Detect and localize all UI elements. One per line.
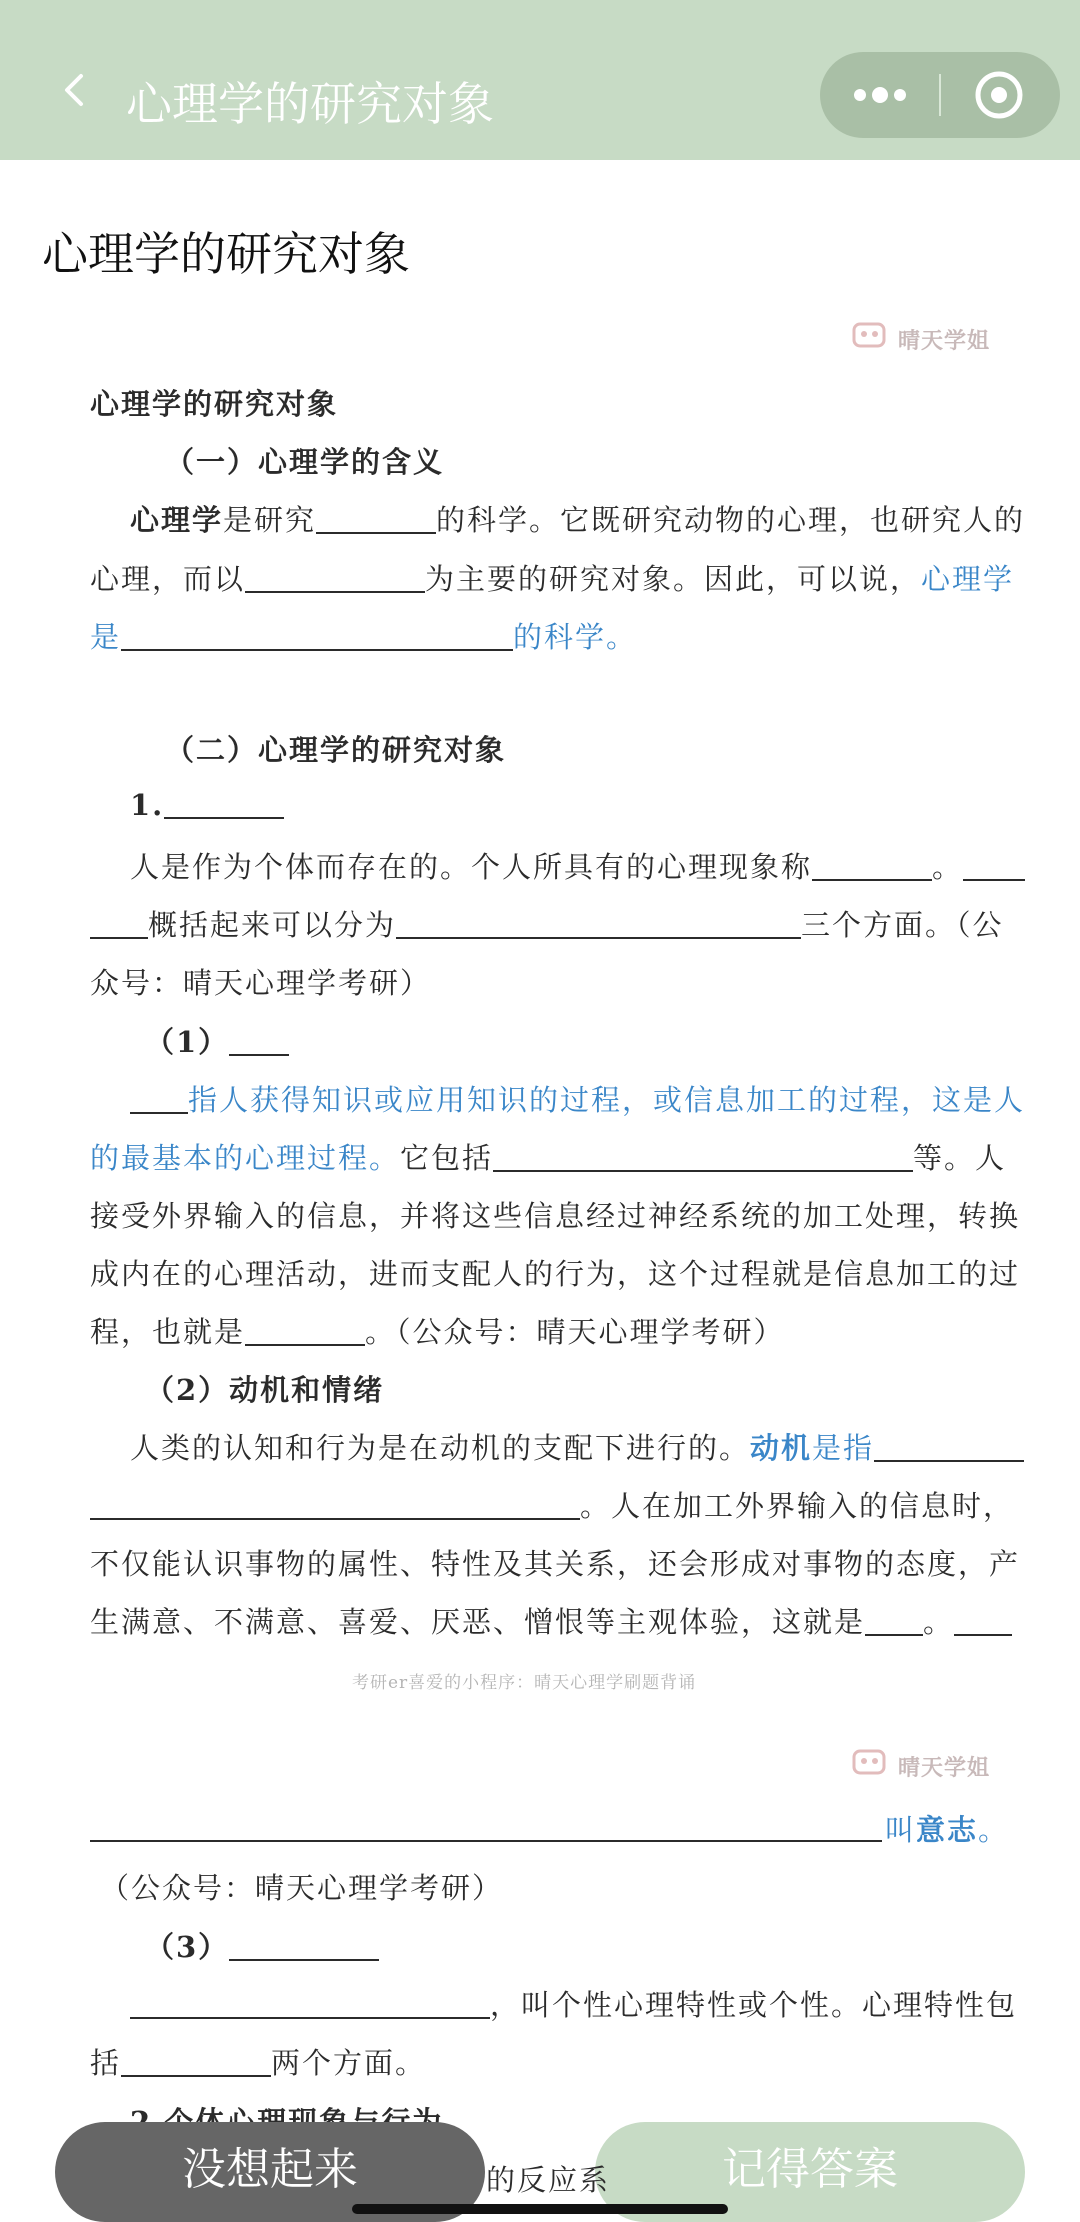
text-run: 。 <box>923 1605 955 1639</box>
text-run: 它包括 <box>400 1141 494 1175</box>
term-will: 意志 <box>916 1813 979 1847</box>
page-title: 心理学的研究对象 <box>42 227 410 281</box>
sub-item-number: （1） <box>145 1025 230 1059</box>
highlight-run: 指人获得知识或应用知识的过程，或信息加工的过程，这是人 <box>188 1083 1026 1117</box>
back-button[interactable] <box>55 70 95 110</box>
text-run: 人类的认知和行为是在动机的支配下进行的。 <box>130 1431 751 1465</box>
fill-blank <box>954 1606 1012 1636</box>
highlight-run: 的科学。 <box>513 620 638 654</box>
text-run: 两个方面。 <box>271 2046 427 2080</box>
highlight-run: 是 <box>90 620 122 654</box>
fill-blank <box>121 621 513 651</box>
watermark-brand: 晴天学姐 <box>898 1755 991 1781</box>
fill-blank <box>874 1432 1024 1462</box>
nav-bar <box>0 0 1080 160</box>
text-run: 为主要的研究对象。因此，可以说， <box>425 562 922 596</box>
paragraph-line <box>130 1426 1024 1467</box>
paragraph-line <box>130 845 1025 886</box>
paragraph-line <box>90 903 1004 944</box>
fill-blank <box>229 1931 379 1961</box>
home-indicator <box>352 2204 728 2214</box>
sub-item-1 <box>145 1020 289 1061</box>
text-run: 。（公众号：晴天心理学考研） <box>365 1315 785 1349</box>
text-run: 是研究 <box>223 503 317 537</box>
mini-program-capsule <box>820 52 1060 138</box>
chevron-left-icon <box>55 70 95 110</box>
text-run: ，叫个性心理特性或个性。心理特性包 <box>490 1988 1018 2022</box>
mascot-logo-icon <box>850 318 890 352</box>
paragraph-line: 众号：晴天心理学考研） <box>90 966 432 1000</box>
fill-blank <box>130 1084 188 1114</box>
fill-blank <box>396 909 801 939</box>
paragraph-line <box>90 1136 1006 1177</box>
paragraph-line <box>90 557 1014 598</box>
forgot-answer-button[interactable]: 没想起来 <box>55 2122 485 2222</box>
fill-blank <box>121 2047 271 2077</box>
text-run: 。人在加工外界输入的信息时， <box>580 1489 1015 1523</box>
paragraph-line <box>90 1310 785 1351</box>
text-run: 生满意、不满意、喜爱、厌恶、憎恨等主观体验，这就是 <box>90 1605 866 1639</box>
fill-blank <box>963 851 1025 881</box>
text-run: 人是作为个体而存在的。个人所具有的心理现象称 <box>130 850 813 884</box>
sub-item-2: （2）动机和情绪 <box>145 1373 385 1407</box>
sub-item-3 <box>145 1925 379 1966</box>
fill-blank <box>164 789 284 819</box>
text-run: 等。人 <box>913 1141 1007 1175</box>
close-mini-program-button[interactable] <box>941 52 1060 138</box>
highlight-run: 是指 <box>812 1431 875 1465</box>
fill-blank <box>90 1840 882 1842</box>
footer-watermark: 考研er喜爱的小程序：晴天心理学刷题背诵 <box>352 1673 697 1693</box>
highlight-run: 。 <box>978 1813 1010 1847</box>
section-2-title: （二）心理学的研究对象 <box>165 733 507 767</box>
fill-blank <box>245 563 425 593</box>
fill-blank <box>130 1989 490 2019</box>
text-run: 的科学。它既研究动物的心理，也研究人的 <box>436 503 1026 537</box>
mascot-logo-icon <box>850 1745 890 1779</box>
paragraph-line: 的反应系 <box>486 2163 611 2197</box>
sub-item-number: （3） <box>145 1930 230 1964</box>
paragraph-line <box>90 1600 1012 1641</box>
paragraph-line: （公众号：晴天心理学考研） <box>100 1871 504 1905</box>
highlight-run: 的最基本的心理过程。 <box>90 1141 401 1175</box>
text-run: 三个方面。（公 <box>801 908 1004 942</box>
fill-blank <box>245 1316 365 1346</box>
fill-blank <box>812 851 932 881</box>
highlight-run: 心理学 <box>921 562 1015 596</box>
term-psychology: 心理学 <box>130 503 224 537</box>
paragraph-line <box>90 615 637 656</box>
text-run: 括 <box>90 2046 122 2080</box>
fill-blank <box>90 909 148 939</box>
doc-heading: 心理学的研究对象 <box>90 387 339 421</box>
paragraph-line: 接受外界输入的信息，并将这些信息经过神经系统的加工处理，转换 <box>90 1199 1021 1233</box>
remember-answer-button[interactable]: 记得答案 <box>595 2122 1025 2222</box>
fill-blank <box>90 1490 580 1520</box>
paragraph-line <box>885 1808 1009 1849</box>
paragraph-line <box>90 2041 426 2082</box>
fill-blank <box>865 1606 923 1636</box>
more-button[interactable] <box>820 52 940 138</box>
text-run: 程，也就是 <box>90 1315 246 1349</box>
fill-blank <box>493 1142 913 1172</box>
paragraph-line <box>130 1983 1017 2024</box>
section-1-title: （一）心理学的含义 <box>165 445 445 479</box>
paragraph-line: 成内在的心理活动，进而支配人的行为，这个过程就是信息加工的过 <box>90 1257 1021 1291</box>
text-run: 心理，而以 <box>90 562 246 596</box>
nav-title: 心理学的研究对象 <box>126 77 494 131</box>
text-run: 。 <box>932 850 964 884</box>
target-circle-icon <box>941 52 1060 138</box>
item-number: 1. <box>130 788 165 822</box>
term-motivation: 动机 <box>750 1431 813 1465</box>
fill-blank <box>229 1026 289 1056</box>
paragraph-line: 不仅能认识事物的属性、特性及其关系，还会形成对事物的态度，产 <box>90 1547 1021 1581</box>
fill-blank <box>316 504 436 534</box>
highlight-run: 叫 <box>885 1813 917 1847</box>
more-dots-icon <box>820 52 940 138</box>
paragraph-line <box>130 498 1025 539</box>
watermark-brand: 晴天学姐 <box>898 328 991 354</box>
item-1 <box>130 788 284 822</box>
text-run: 概括起来可以分为 <box>148 908 397 942</box>
paragraph-line <box>130 1078 1025 1119</box>
paragraph-line <box>90 1484 1014 1525</box>
